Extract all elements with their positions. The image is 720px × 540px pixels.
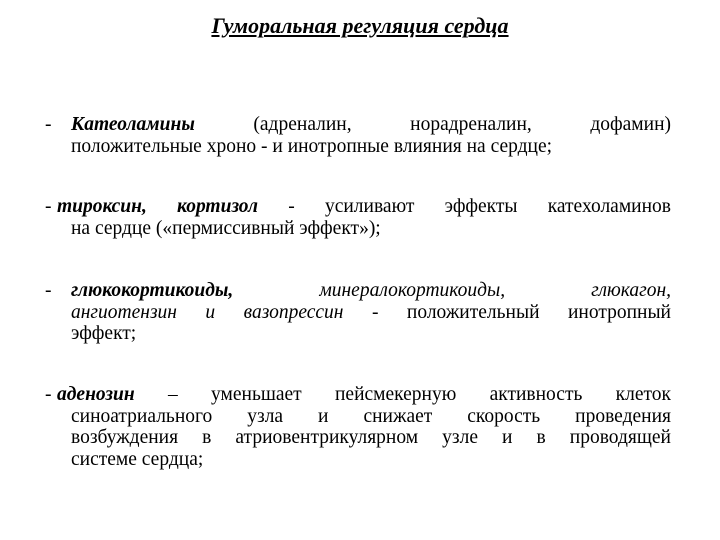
list-item-body (45, 280, 671, 345)
list-item-line: возбуждения в атриовентрикулярном узле и в проводящей (71, 427, 671, 448)
list-item (45, 196, 671, 239)
list-item-line (57, 384, 671, 406)
list-item-line (71, 302, 671, 324)
list-item (45, 114, 671, 157)
list-dash: - (45, 384, 52, 405)
list-item-line: системе сердца; (71, 448, 204, 470)
list-item-line (71, 280, 671, 302)
term-bold: тироксин, кортизол (57, 196, 259, 217)
term-description: - положительный инотропный (371, 301, 671, 323)
term-bold: глюкокортикоиды, (71, 280, 234, 301)
term-description: (адреналин, норадреналин, дофамин) (253, 114, 671, 135)
term-bold: аденозин (57, 384, 135, 405)
list-item-line: на сердце («пермиссивный эффект»); (71, 217, 381, 239)
list-dash: - (45, 280, 52, 301)
list-item-line (71, 114, 671, 136)
term-description: - усиливают эффекты катехоламинов (288, 196, 672, 217)
term-description: – уменьшает пейсмекерную активность клеток (167, 384, 671, 405)
list-item-body (45, 196, 671, 239)
page-title: Гуморальная регуляция сердца (211, 13, 509, 38)
list-item-body (45, 114, 671, 157)
list-item-body (45, 384, 671, 470)
list-dash: - (45, 114, 52, 135)
list-item-line: синоатриального узла и снижает скорость проведения (71, 405, 671, 427)
list-item (45, 384, 671, 470)
list-item-line: эффект; (71, 323, 137, 344)
term-bold: Катеоламины (71, 114, 195, 135)
list-item-line: положительные хроно - и инотропные влияния на сердце; (71, 135, 553, 157)
term-italic: ангиотензин и вазопрессин (71, 301, 344, 323)
list-item-line (57, 196, 671, 218)
term-italic: минералокортикоиды, глюкагон, (319, 280, 672, 301)
list-item (45, 280, 671, 345)
list-dash: - (45, 196, 52, 217)
